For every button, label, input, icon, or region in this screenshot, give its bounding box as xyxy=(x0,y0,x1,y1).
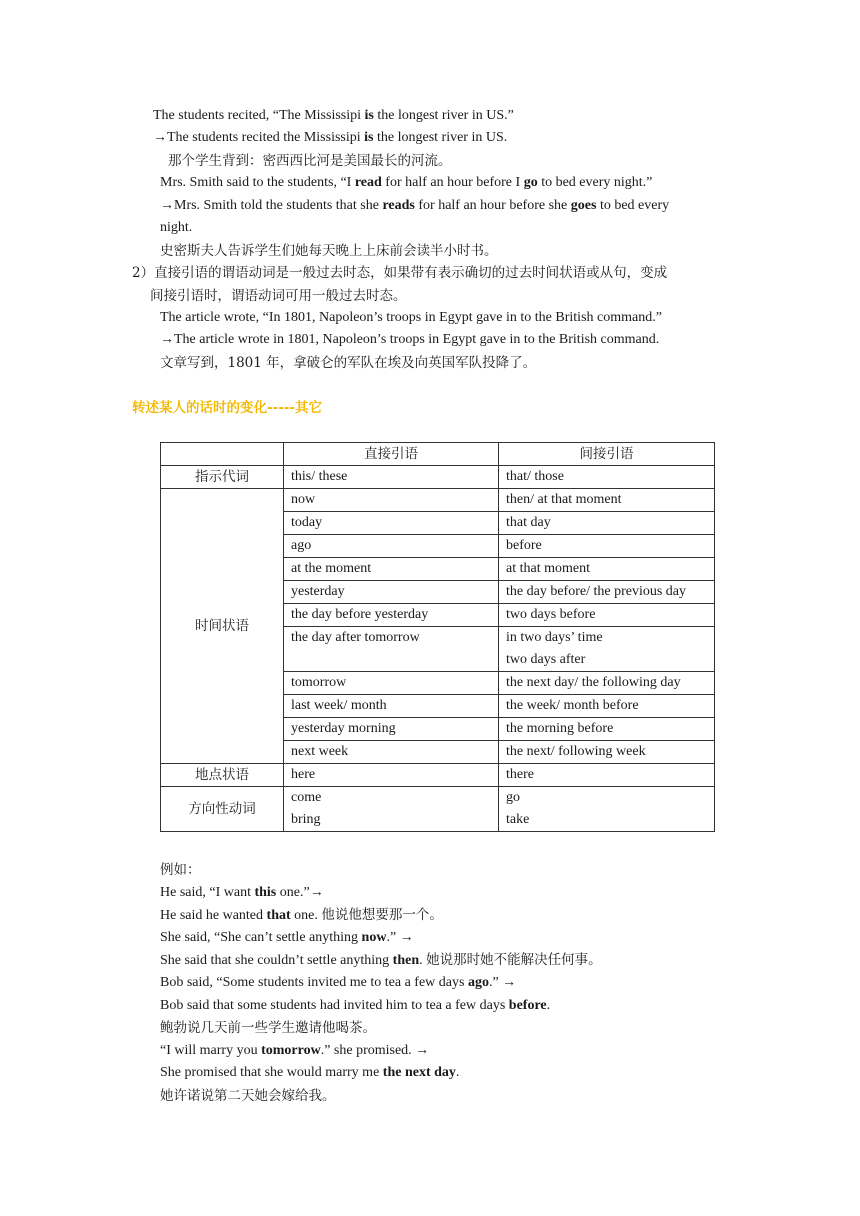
cell-line: take xyxy=(506,812,530,827)
cell-indirect: in two days’ time xyxy=(499,627,715,650)
section-heading: 转述某人的话时的变化-----其它 xyxy=(132,400,323,416)
cell-indirect: two days before xyxy=(499,604,715,627)
cell-line: go xyxy=(506,790,520,805)
cell-indirect: the week/ month before xyxy=(499,695,715,718)
table-row xyxy=(161,489,715,512)
cell-direct: tomorrow xyxy=(284,672,499,695)
sentence-6: →The article wrote in 1801, Napoleon’s troops in Egypt gave in to the British command. xyxy=(160,332,660,347)
cell-direct: yesterday morning xyxy=(284,718,499,741)
cell-direct: next week xyxy=(284,741,499,764)
example-line: She said, “She can’t settle anything now.” → xyxy=(160,930,414,945)
example-line: “I will marry you tomorrow.” she promised. → xyxy=(160,1043,430,1058)
row-label-time: 时间状语 xyxy=(161,489,284,764)
example-line: Bob said that some students had invited him to tea a few days before. xyxy=(160,998,551,1013)
example-translation: 鲍勃说几天前一些学生邀请他喝茶。 xyxy=(160,1020,376,1036)
cell-indirect: the day before/ the previous day xyxy=(499,581,715,604)
example-line: He said, “I want this one.”→ xyxy=(160,885,324,900)
cell-indirect: then/ at that moment xyxy=(499,489,715,512)
cell-line: come xyxy=(291,790,322,805)
cell-direct: at the moment xyxy=(284,558,499,581)
cell-direct: now xyxy=(284,489,499,512)
header-indirect: 间接引语 xyxy=(499,443,715,466)
cell-indirect: there xyxy=(499,764,715,787)
cell-indirect: the morning before xyxy=(499,718,715,741)
table-row xyxy=(161,787,715,832)
rule-2-line-2: 间接引语时，谓语动词可用一般过去时态。 xyxy=(150,288,407,304)
cell-direct: this/ these xyxy=(284,466,499,489)
row-label-place: 地点状语 xyxy=(161,764,284,787)
example-line: Bob said, “Some students invited me to tea a few days ago.” → xyxy=(160,975,517,990)
table-row xyxy=(161,764,715,787)
sentence-4-cont: night. xyxy=(160,220,193,235)
sentence-4: →Mrs. Smith told the students that she reads for half an hour before she goes to bed every xyxy=(160,198,670,213)
cell-direct: here xyxy=(284,764,499,787)
table-row xyxy=(161,466,715,489)
translation-1: 那个学生背到：密西西比河是美国最长的河流。 xyxy=(168,153,452,169)
sentence-3: Mrs. Smith said to the students, “I read for half an hour before I go to bed every night.” xyxy=(160,175,653,190)
example-line: She said that she couldn’t settle anything then. 她说那时她不能解决任何事。 xyxy=(160,952,602,968)
cell-indirect xyxy=(499,787,715,832)
cell-indirect: that/ those xyxy=(499,466,715,489)
cell-direct: yesterday xyxy=(284,581,499,604)
reported-speech-table xyxy=(160,442,715,832)
example-line: He said he wanted that one. 他说他想要那一个。 xyxy=(160,907,443,923)
cell-direct: ago xyxy=(284,535,499,558)
row-label-demonstrative: 指示代词 xyxy=(161,466,284,489)
cell-direct: today xyxy=(284,512,499,535)
cell-indirect-line-2: two days after xyxy=(499,649,715,672)
cell-direct: last week/ month xyxy=(284,695,499,718)
sentence-1: The students recited, “The Mississipi is the longest river in US.” xyxy=(153,108,514,123)
cell-indirect: before xyxy=(499,535,715,558)
sentence-5: The article wrote, “In 1801, Napoleon’s troops in Egypt gave in to the British command.” xyxy=(160,310,662,325)
table-header-row xyxy=(161,443,715,466)
cell-line: bring xyxy=(291,812,321,827)
cell-direct: the day before yesterday xyxy=(284,604,499,627)
row-label-verb: 方向性动词 xyxy=(161,787,284,832)
sentence-2: →The students recited the Mississipi is the longest river in US. xyxy=(153,130,508,145)
rule-2-line-1: 2）直接引语的谓语动词是一般过去时态，如果带有表示确切的过去时间状语或从句，变成 xyxy=(132,265,668,281)
header-empty-cell xyxy=(161,443,284,466)
translation-3: 文章写到，1801 年，拿破仑的军队在埃及向英国军队投降了。 xyxy=(160,355,537,371)
cell-indirect: the next/ following week xyxy=(499,741,715,764)
cell-direct: the day after tomorrow xyxy=(284,627,499,672)
examples-intro: 例如： xyxy=(160,862,201,878)
header-direct: 直接引语 xyxy=(284,443,499,466)
example-translation: 她许诺说第二天她会嫁给我。 xyxy=(160,1088,336,1104)
example-line: She promised that she would marry me the next day. xyxy=(160,1065,460,1080)
translation-2: 史密斯夫人告诉学生们她每天晚上上床前会读半小时书。 xyxy=(160,243,498,259)
cell-indirect: at that moment xyxy=(499,558,715,581)
cell-indirect: that day xyxy=(499,512,715,535)
cell-indirect: the next day/ the following day xyxy=(499,672,715,695)
cell-direct xyxy=(284,787,499,832)
